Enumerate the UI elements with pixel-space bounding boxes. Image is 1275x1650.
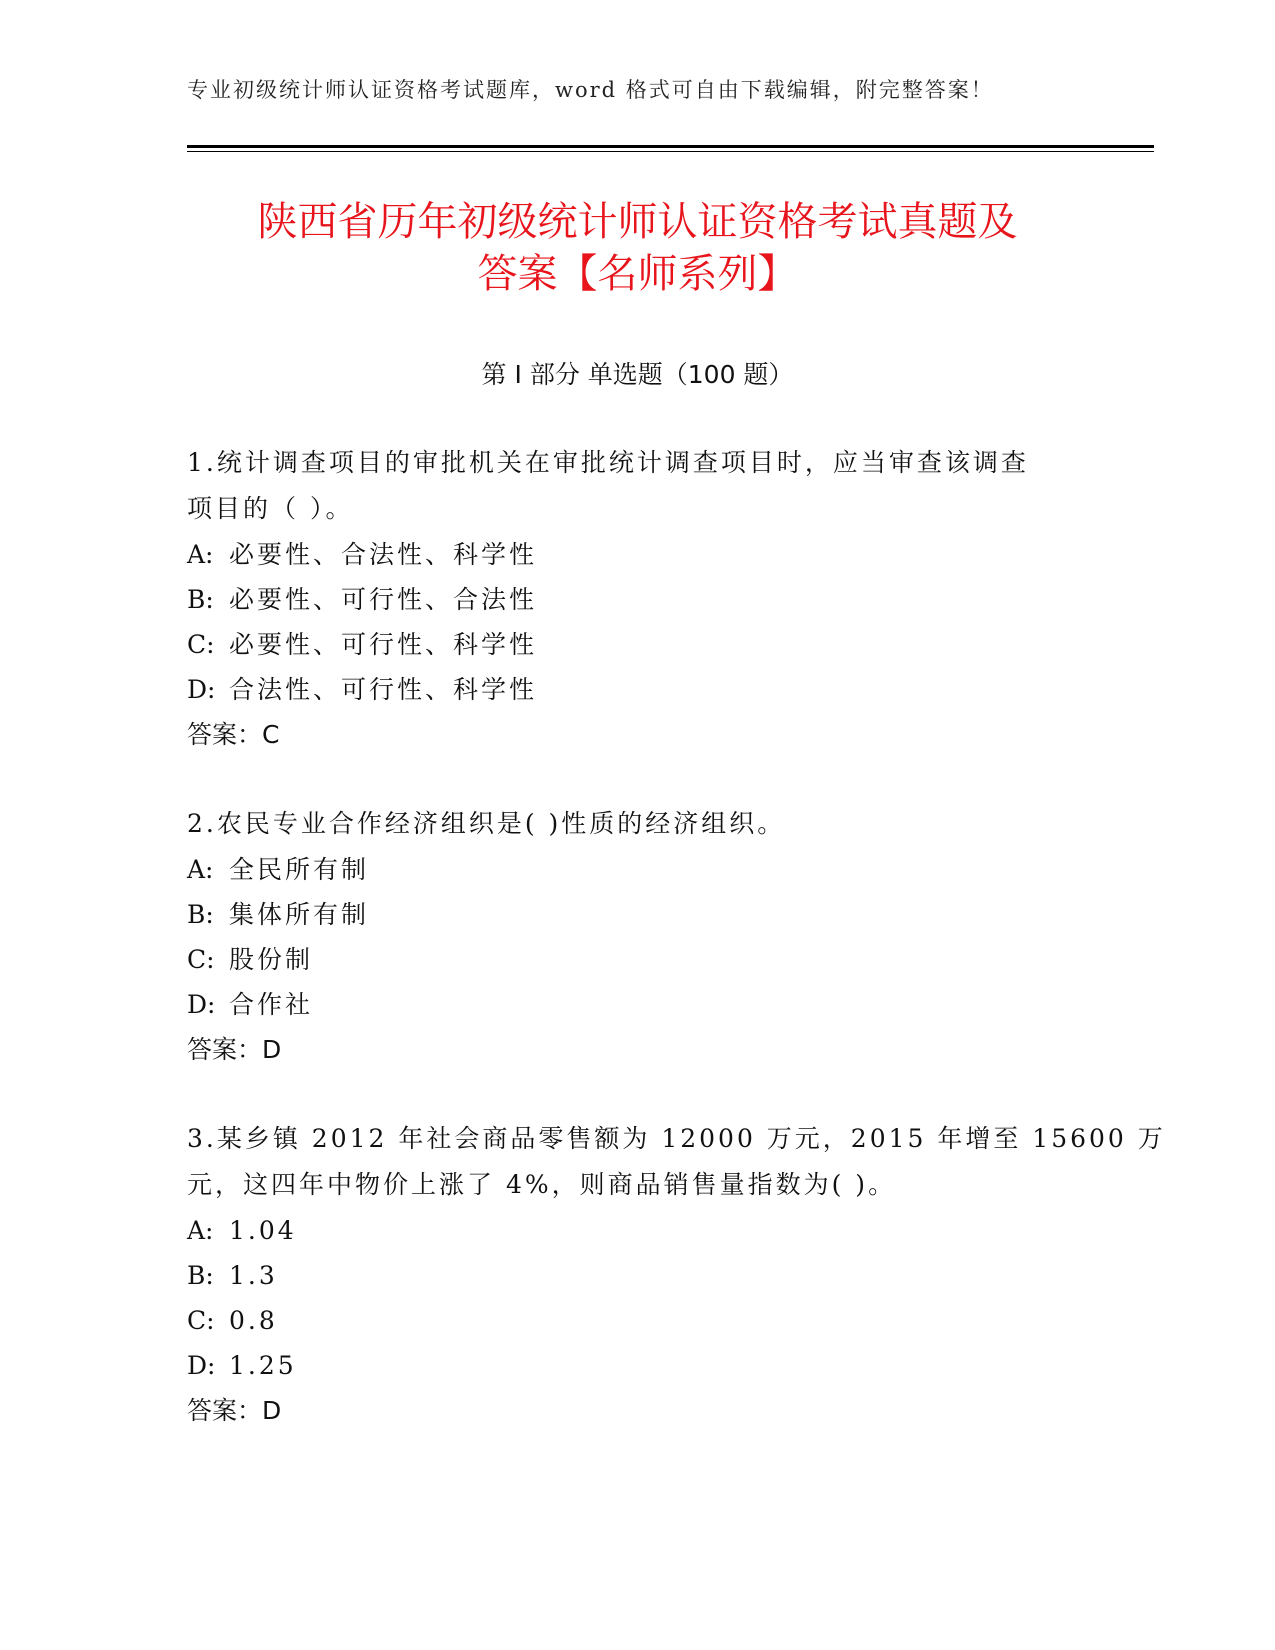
option-key: A: [187,855,214,884]
option-text: 必要性、合法性、科学性 [229,540,538,569]
question-stem-line: 2.农民专业合作经济组织是( )性质的经济组织。 [187,809,786,838]
option-text: 1.04 [229,1216,297,1245]
option-key: B: [187,900,214,929]
option-b [187,892,1087,937]
question-stem-line: 3.某乡镇 2012 年社会商品零售额为 12000 万元，2015 年增至 15600 万 [187,1124,1166,1153]
document-title-line-1: 陕西省历年初级统计师认证资格考试真题及 [257,199,1018,245]
header-rule-thick [187,145,1154,148]
question-stem [187,801,1087,847]
option-a [187,1208,1087,1253]
option-key: A: [187,540,214,569]
question-stem-line: 元，这四年中物价上涨了 4%，则商品销售量指数为( )。 [187,1170,897,1199]
option-d [187,667,1087,712]
option-text: 合作社 [229,990,314,1019]
option-key: B: [187,1261,214,1290]
option-c [187,1298,1087,1343]
answer: 答案：D [187,1396,282,1425]
question-2 [187,801,1087,1072]
option-key: C: [187,945,215,974]
answer: 答案：D [187,1035,282,1064]
option-key: D: [187,675,216,704]
option-d [187,1343,1087,1388]
option-key: D: [187,990,216,1019]
question-3 [187,1116,1166,1433]
question-stem [187,440,1087,532]
question-stem [187,1116,1166,1208]
option-a [187,532,1087,577]
option-key: C: [187,630,215,659]
option-b [187,1253,1087,1298]
option-text: 1.3 [229,1261,278,1290]
option-text: 集体所有制 [229,900,370,929]
option-text: 股份制 [229,945,314,974]
document-title-line-2: 答案【名师系列】 [477,251,798,297]
section-heading: 第 I 部分 单选题（100 题） [481,360,794,389]
header-note: 专业初级统计师认证资格考试题库，word 格式可自由下载编辑，附完整答案！ [187,78,994,102]
option-key: A: [187,1216,214,1245]
option-key: D: [187,1351,216,1380]
option-a [187,847,1087,892]
answer: 答案：C [187,720,280,749]
document-title [150,196,1125,300]
option-text: 必要性、可行性、合法性 [229,585,538,614]
option-text: 0.8 [229,1306,278,1335]
header-rule-thin [187,151,1154,152]
option-c [187,622,1087,667]
option-text: 合法性、可行性、科学性 [229,675,538,704]
option-c [187,937,1087,982]
option-text: 全民所有制 [229,855,370,884]
option-key: B: [187,585,214,614]
option-text: 1.25 [229,1351,297,1380]
option-b [187,577,1087,622]
question-list [187,440,1166,1477]
question-stem-line: 1.统计调查项目的审批机关在审批统计调查项目时，应当审查该调查 [187,448,1029,477]
option-text: 必要性、可行性、科学性 [229,630,538,659]
option-d [187,982,1087,1027]
option-key: C: [187,1306,215,1335]
question-1 [187,440,1087,757]
question-stem-line: 项目的（ ）。 [187,494,354,523]
